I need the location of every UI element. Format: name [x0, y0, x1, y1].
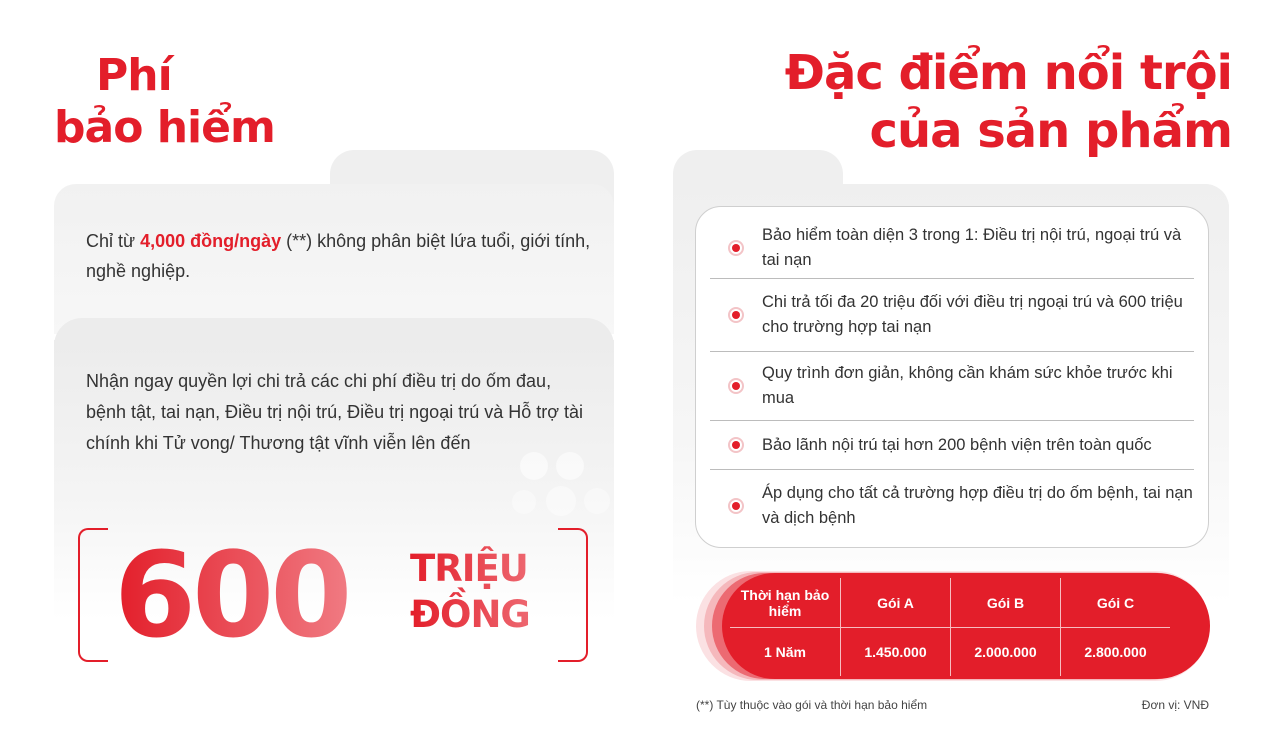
amount-bracket-right: [558, 528, 588, 662]
decor-dot: [520, 452, 548, 480]
features-title-line2: của sản phẩm: [869, 103, 1232, 159]
feature-text: Bảo lãnh nội trú tại hơn 200 bệnh viện trên toàn quốc: [762, 435, 1152, 454]
footnote: (**) Tùy thuộc vào gói và thời hạn bảo hiểm: [696, 698, 928, 712]
cell-package-b: 2.000.000: [950, 628, 1060, 676]
amount-bracket-left: [78, 528, 108, 662]
header-package-b: Gói B: [950, 578, 1060, 627]
feature-item: [710, 352, 1194, 421]
price-per-day-text: [86, 226, 596, 286]
feature-text: Bảo hiểm toàn diện 3 trong 1: Điều trị nội trú, ngoại trú và tai nạn: [762, 225, 1182, 269]
decor-dot: [584, 488, 610, 514]
header-term: Thời hạn bảo hiểm: [740, 586, 830, 619]
features-title: [712, 44, 1232, 160]
cell-term: 1 Năm: [763, 644, 807, 660]
feature-item: [710, 470, 1194, 542]
price-highlight: 4,000 đồng/ngày: [140, 231, 282, 251]
fee-title-line2: bảo hiểm: [54, 102, 275, 153]
amount-unit: [410, 546, 560, 638]
decor-dot: [512, 490, 536, 514]
feature-item: [710, 421, 1194, 470]
features-title-line1: Đặc điểm nổi trội: [784, 45, 1232, 101]
price-table: [730, 578, 1170, 676]
price-table-header-row: [730, 578, 1170, 628]
bullet-icon: [728, 378, 744, 394]
bullet-icon: [728, 307, 744, 323]
cell-package-a: 1.450.000: [840, 628, 950, 676]
bullet-icon: [728, 240, 744, 256]
price-table-row: [730, 628, 1170, 676]
feature-text: Quy trình đơn giản, không cần khám sức khỏe trước khi mua: [762, 364, 1173, 407]
features-list: [695, 206, 1209, 548]
cell-package-c: 2.800.000: [1060, 628, 1170, 676]
feature-text: Áp dụng cho tất cả trường hợp điều trị do ốm bệnh, tai nạn và dịch bệnh: [762, 484, 1193, 527]
header-package-a: Gói A: [840, 578, 950, 627]
amount-number: 600: [114, 526, 349, 664]
currency-unit-note: Đơn vị: VNĐ: [1141, 698, 1209, 712]
price-suffix: (**) không phân biệt lứa tuổi, giới tính, nghề nghiệp.: [86, 231, 591, 281]
feature-text: Chi trả tối đa 20 triệu đối với điều trị ngoại trú và 600 triệu cho trường hợp tai nạn: [762, 293, 1183, 336]
price-prefix: Chỉ từ: [86, 231, 141, 251]
decor-dot: [546, 486, 576, 516]
header-package-c: Gói C: [1060, 578, 1170, 627]
feature-item: [710, 279, 1194, 352]
bullet-icon: [728, 498, 744, 514]
fee-title: [54, 50, 314, 154]
decor-dot: [556, 452, 584, 480]
benefit-text: Nhận ngay quyền lợi chi trả các chi phí điều trị do ốm đau, bệnh tật, tai nạn, Điều trị nội trú, Điều trị ngoại trú và Hỗ trợ tài chính khi Tử vong/ Thương tật vĩnh viễn lên đến: [86, 371, 584, 453]
fee-title-line1: Phí: [96, 50, 172, 101]
feature-item: [710, 217, 1194, 279]
amount-unit-line2: ĐỒNG: [410, 593, 530, 636]
amount-unit-line1: TRIỆU: [410, 547, 528, 590]
bullet-icon: [728, 437, 744, 453]
